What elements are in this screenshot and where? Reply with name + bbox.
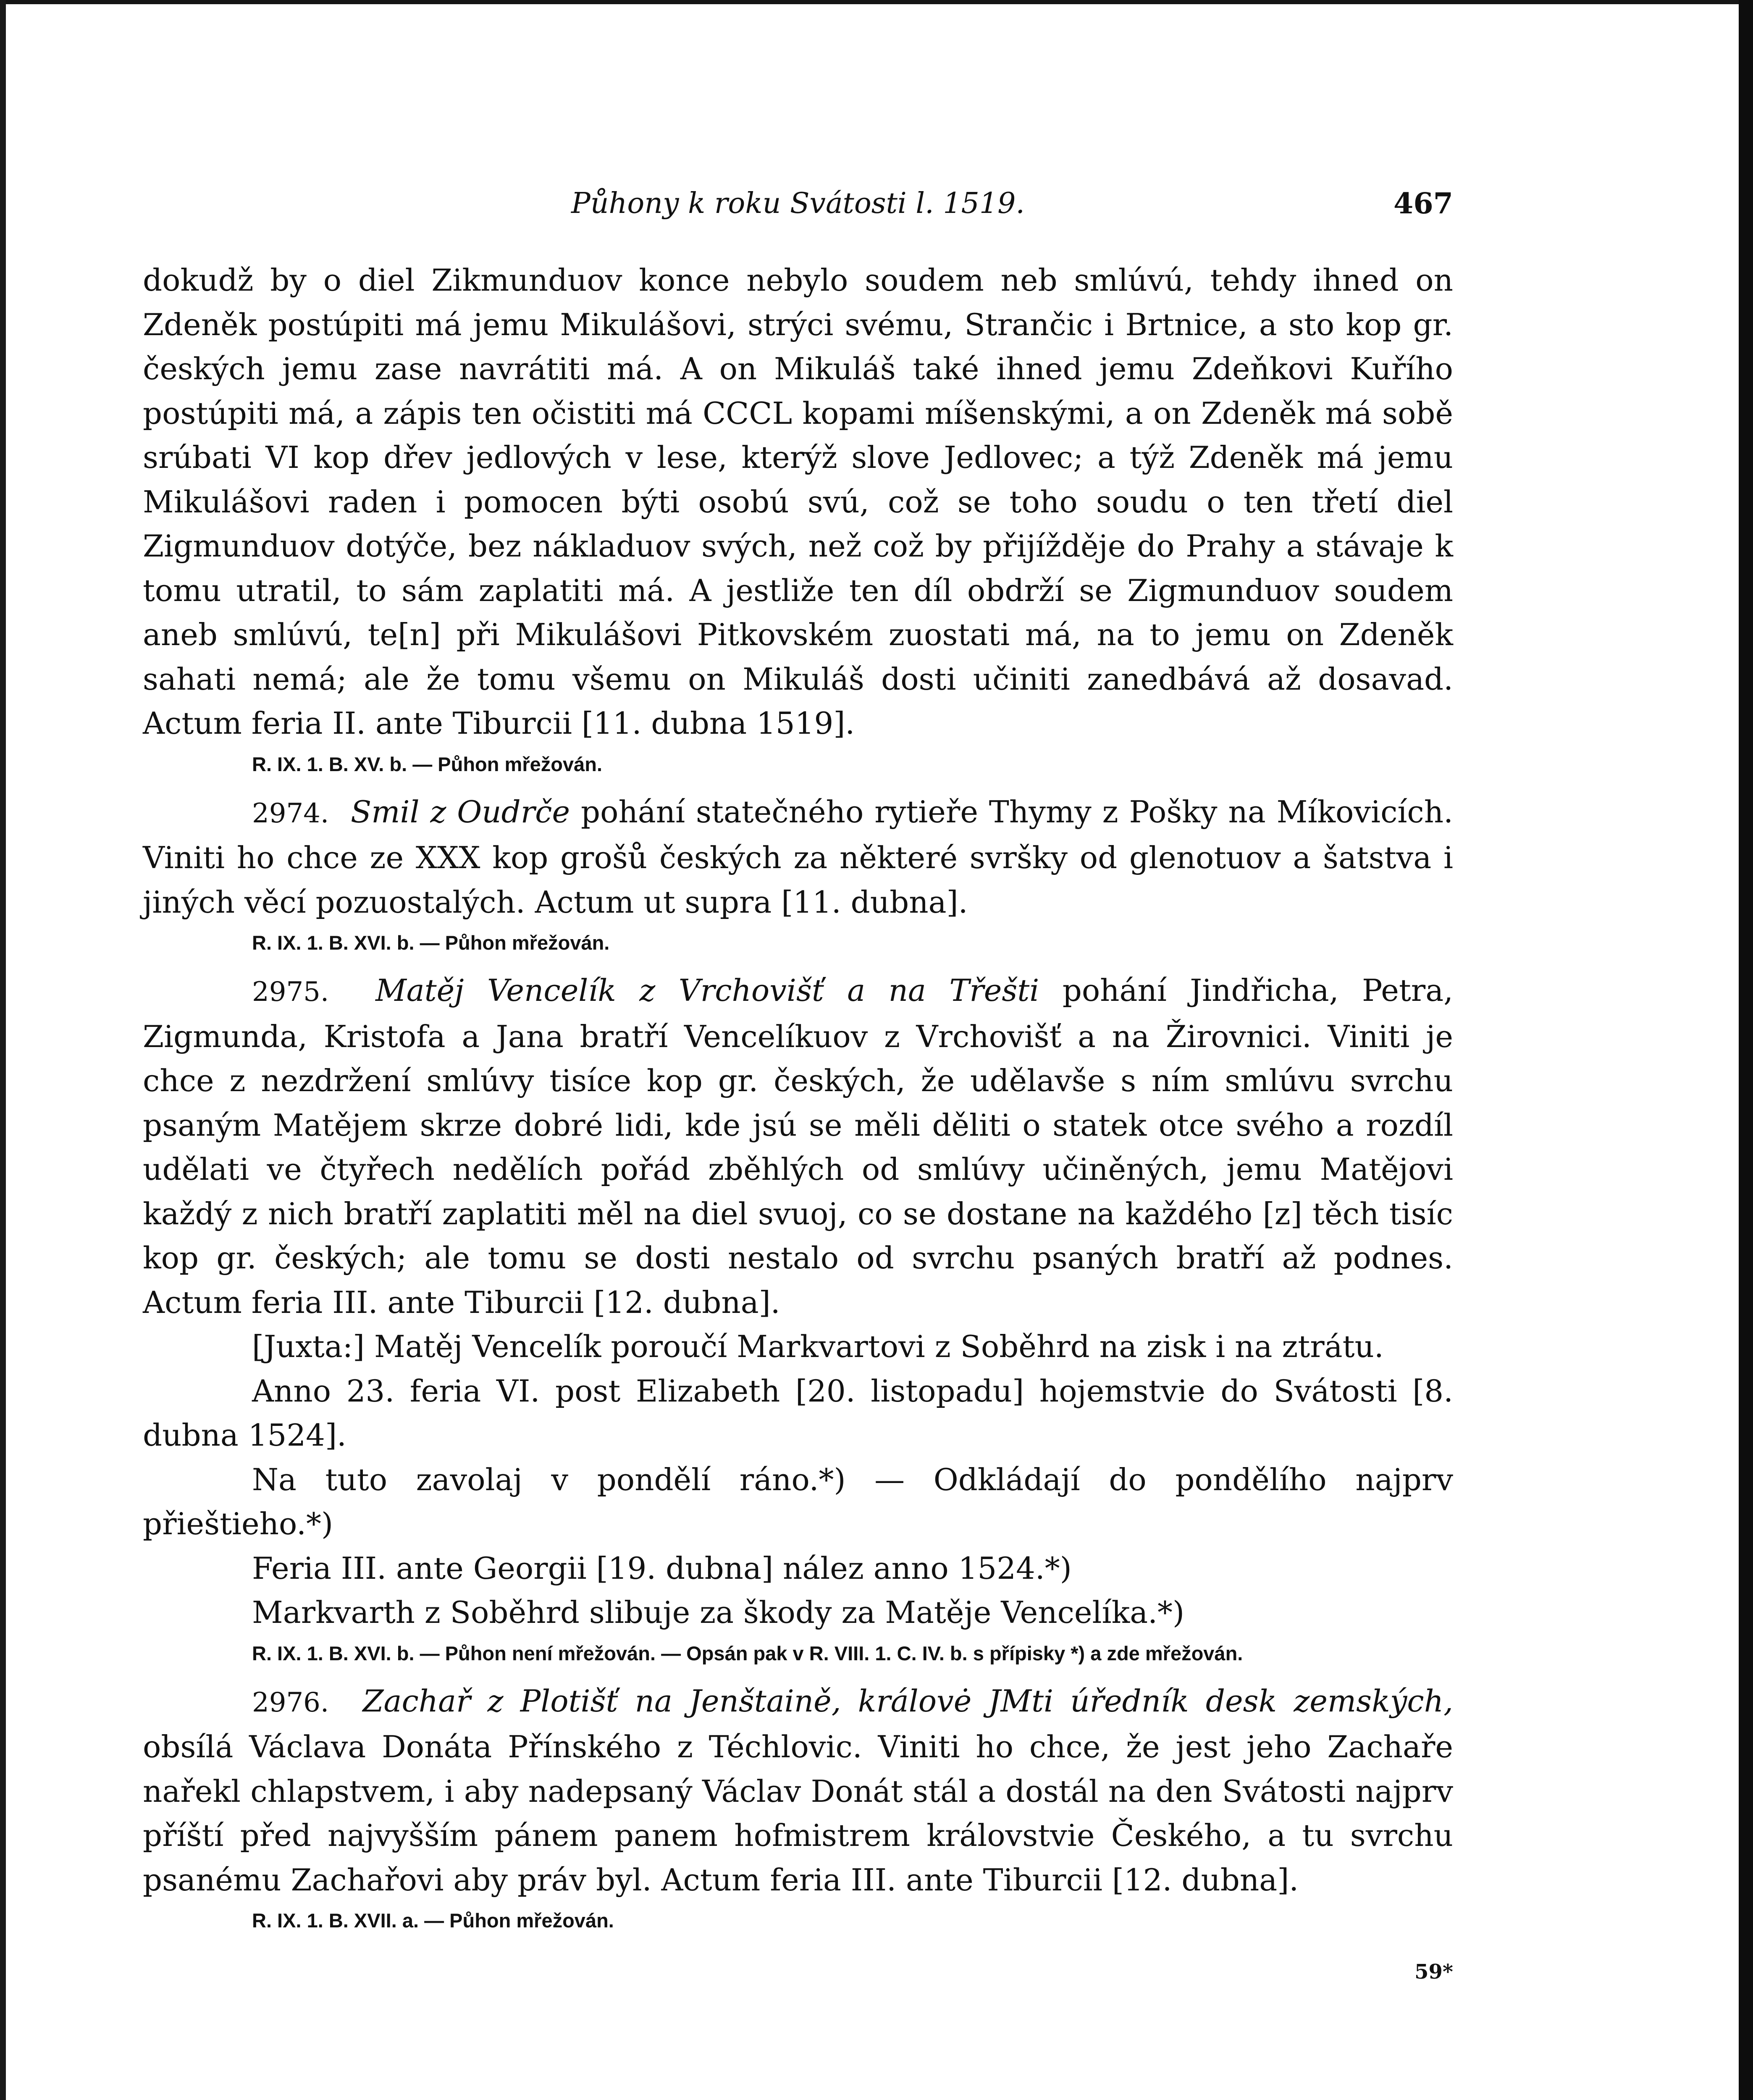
entry-note: [Juxta:] Matěj Vencelík poroučí Markvartovi z Soběhrd na zisk i na ztrátu. [252, 1329, 1384, 1364]
running-head: Půhony k roku Svátosti l. 1519. [571, 187, 1025, 220]
entry-text: pohání Jindřicha, Petra, Zigmunda, Kristofa a Jana bratří Vencelíkuov z Vrchovišť a na Žirovnici. Viniti je chce z nezdržení smlúvy tisíce kop gr. českých, že udělavše s ním smlúvu svrchu psaným Matějem skrze dobré lidi, kde jsú se měli děliti o statek otce svého a rozdíl udělati ve čtyřech nedělích pořád zběhlých od smlúvy učiněných, jemu Matějovi každý z nich bratří zaplatiti měl na diel svuoj, co se dostane na každého [z] těch tisíc kop gr. českých; ale tomu se dosti nestalo od svrchu psaných bratří až podnes. Actum feria III. ante Tiburcii [12. dubna]. [143, 973, 1454, 1320]
scan-border-top [0, 0, 1753, 4]
entry-plaintiff: Matěj Vencelík z Vrchovišť a na Třešti [375, 973, 1039, 1008]
scan-border-right [1739, 0, 1753, 2100]
entry-2975 [143, 969, 1453, 1325]
entry-2976 [143, 1679, 1453, 1903]
entry-text: obsílá Václava Donáta Přínského z Téchlovic. Viniti ho chce, že jest jeho Zachaře nařekl chlapstvem, i aby nadepsaný Václav Donát stál a dostál na den Svátosti najprv příští před najvyšším pánem panem hofmistrem královstvie Českého, a tu svrchu psanému Zachařovi aby práv byl. Actum feria III. ante Tiburcii [12. dubna]. [143, 1729, 1453, 1898]
entry-number: 2976. [252, 1687, 329, 1718]
entry-number: 2974. [252, 798, 329, 829]
document-body [143, 258, 1453, 1946]
scan-border-left [0, 0, 6, 2100]
page-header [143, 181, 1453, 227]
entry-2974 [143, 790, 1453, 925]
entry-note: Feria III. ante Georgii [19. dubna] nález anno 1524.*) [252, 1550, 1072, 1586]
entry-note: Anno 23. feria VI. post Elizabeth [20. listopadu] hojemstvie do Svátosti [8. dubna 1524]. [143, 1373, 1453, 1453]
archival-reference: R. IX. 1. B. XVI. b. — Půhon není mřežován. — Opsán pak v R. VIII. 1. C. IV. b. s přípisky *) a zde mřežován. [252, 1642, 1243, 1664]
signature-mark: 59* [1414, 1960, 1453, 1984]
entry-number: 2975. [252, 976, 329, 1008]
archival-reference: R. IX. 1. B. XVII. a. — Půhon mřežován. [252, 1909, 614, 1932]
entry-continuation-text: dokudž by o diel Zikmunduov konce nebylo soudem neb smlúvú, tehdy ihned on Zdeněk postúpiti má jemu Mikulášovi, strýci svému, Strančic i Brtnice, a sto kop gr. českých jemu zase navrátiti má. A on Mikuláš také ihned jemu Zdeňkovi Kuřího postúpiti má, a zápis ten očistiti má CCCL kopami míšenskými, a on Zdeněk má sobě srúbati VI kop dřev jedlových v lese, kterýž slove Jedlovec; a týž Zdeněk má jemu Mikulášovi raden i pomocen býti osobú svú, což se toho soudu o ten třetí diel Zigmunduov dotýče, bez nákladuov svých, než což by přijížděje do Prahy a stávaje k tomu utratil, to sám zaplatiti má. A jestliže ten díl obdrží se Zigmunduov soudem aneb smlúvú, te[n] při Mikulášovi Pitkovském zuostati má, na to jemu on Zdeněk sahati nemá; ale že tomu všemu on Mikuláš dosti učiniti zanedbává až dosavad. Actum feria II. ante Tiburcii [11. dubna 1519]. [143, 262, 1453, 741]
entry-note: Markvarth z Soběhrd slibuje za škody za Matěje Vencelíka.*) [252, 1595, 1185, 1630]
archival-reference: R. IX. 1. B. XV. b. — Půhon mřežován. [252, 753, 602, 775]
archival-reference: R. IX. 1. B. XVI. b. — Půhon mřežován. [252, 932, 610, 954]
entry-text: pohání statečného rytieře Thymy z Pošky na Míkovicích. Viniti ho chce ze XXX kop grošů českých za některé svršky od glenotuov a šatstva i jiných věcí pozuostalých. Actum ut supra [11. dubna]. [143, 794, 1454, 920]
entry-plaintiff: Zachař z Plotišť na Jenštaině, královė JMti úředník desk zemských, [362, 1683, 1453, 1719]
page-number: 467 [1393, 187, 1453, 220]
entry-plaintiff: Smil z Oudrče [350, 794, 570, 830]
entry-note: Na tuto zavolaj v pondělí ráno.*) — Odkládají do pondělího najprv přieštieho.*) [143, 1462, 1453, 1541]
